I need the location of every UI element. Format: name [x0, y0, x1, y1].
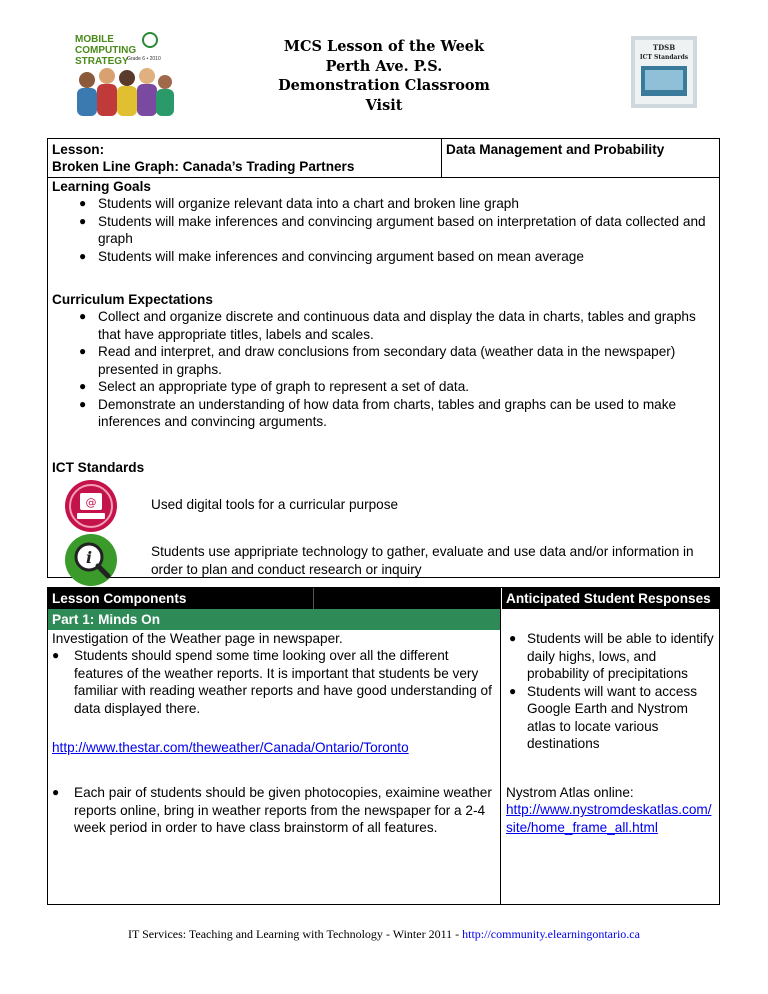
header-title-line-1: MCS Lesson of the Week	[283, 38, 485, 55]
part-1-title: Part 1: Minds On	[52, 612, 161, 627]
part-1-list-a	[48, 647, 494, 717]
bullet-icon: ●	[79, 196, 87, 210]
list-item: ● Students will make inferences and convincing argument based on interpretation of data collected and graph	[79, 213, 706, 246]
part-1-intro: Investigation of the Weather page in newspaper.	[52, 631, 343, 646]
lesson-name: Broken Line Graph: Canada’s Trading Partners	[52, 159, 355, 174]
lesson-label: Lesson:	[52, 142, 105, 157]
ict-standards-title: ICT Standards	[52, 460, 145, 475]
bullet-icon: ●	[79, 344, 87, 358]
list-item: ● Collect and organize discrete and continuous data and display the data in charts, tables and graphs that have appropriate titles, labels and scales.	[79, 309, 696, 342]
lesson-components-header: Lesson Components	[52, 591, 187, 606]
anticipated-responses-header-cell	[501, 588, 720, 609]
computer-icon	[64, 479, 118, 533]
list-item: ● Students will be able to identify daily highs, lows, and probability of precipitations	[509, 631, 714, 681]
bullet-icon: ●	[52, 648, 60, 662]
bullet-icon: ●	[509, 683, 517, 698]
bullet-icon: ●	[79, 309, 87, 323]
part-1-header	[48, 609, 500, 630]
footer-text: IT Services: Teaching and Learning with Technology	[128, 927, 383, 941]
atlas-link[interactable]: http://www.nystromdeskatlas.com/site/home_frame_all.html	[506, 802, 712, 835]
list-item: ● Students will make inferences and convincing argument based on mean average	[79, 248, 584, 264]
footer-url[interactable]: http://community.elearningontario.ca	[462, 927, 640, 941]
tdsb-ict-standards-logo	[631, 36, 697, 108]
header-separator	[313, 588, 314, 609]
header-title-line-4: Visit	[365, 96, 403, 114]
learning-goals-list	[48, 195, 716, 265]
bullet-icon: ●	[79, 396, 87, 411]
page-footer	[0, 927, 768, 942]
curriculum-expectations-title: Curriculum Expectations	[52, 292, 213, 307]
list-item: ● Demonstrate an understanding of how data from charts, tables and graphs can be used to make inferences and convincing arguments.	[79, 396, 677, 429]
responses-list	[501, 630, 715, 753]
logo-grade: Grade 6 • 2010	[127, 56, 161, 62]
mobile-computing-strategy-logo	[65, 30, 185, 120]
footer-season: Winter 2011	[392, 927, 453, 941]
list-item: ● Read and interpret, and draw conclusions from secondary data (weather data in the newspaper) presented in graphs.	[79, 344, 676, 377]
header-title	[230, 37, 538, 115]
header-title-line-3: Demonstration Classroom	[278, 77, 490, 94]
weather-link-wrap	[52, 739, 492, 757]
learning-goals-title: Learning Goals	[52, 179, 151, 194]
lesson-overview-box	[47, 138, 720, 578]
ict-item-2-text: Students use appripriate technology to gather, evaluate and use data and/or information in order to plan and conduct research or inquiry	[151, 544, 694, 577]
part-1-list-b	[48, 784, 494, 837]
list-item: ● Each pair of students should be given photocopies, exaimine weather reports online, bring in weather reports from the newspaper for a 2-4 week period in order to have class brainstorm of all features.	[52, 785, 492, 835]
bullet-icon: ●	[52, 785, 60, 799]
table-header-row	[48, 588, 719, 609]
bullet-icon: ●	[79, 213, 87, 228]
bullet-icon: ●	[509, 631, 517, 645]
list-item: ● Students will organize relevant data into a chart and broken line graph	[79, 196, 519, 211]
lesson-title-row	[48, 139, 719, 178]
bullet-icon: ●	[79, 379, 87, 393]
ict-item-1-text: Used digital tools for a curricular purpose	[151, 497, 399, 512]
atlas-link-wrap	[506, 801, 716, 836]
bullet-icon: ●	[79, 248, 87, 263]
lesson-components-table	[47, 587, 720, 905]
logo-right-line-2: ICT Standards	[639, 54, 689, 61]
footer-dash-2: -	[455, 927, 460, 941]
logo-line-2: COMPUTING	[75, 45, 137, 56]
atlas-label: Nystrom Atlas online:	[506, 785, 634, 800]
list-item: ● Select an appropriate type of graph to represent a set of data.	[79, 379, 470, 394]
svg-text:@: @	[85, 496, 97, 509]
list-item: ● Students will want to access Google Earth and Nystrom atlas to locate various destinations	[509, 683, 698, 751]
logo-line-1: MOBILE	[75, 34, 114, 45]
header-title-line-2: Perth Ave. P.S.	[325, 57, 443, 75]
info-magnifier-icon	[64, 533, 118, 587]
logo-line-3: STRATEGY	[75, 56, 129, 67]
footer-dash: -	[385, 927, 390, 941]
anticipated-responses-header: Anticipated Student Responses	[506, 591, 711, 606]
curriculum-expectations-list	[48, 308, 716, 431]
svg-text:i: i	[85, 548, 93, 567]
list-item: ● Students should spend some time looking over all the different features of the weather reports. It is important that students be very familiar with reading weather reports and have good understanding of data displayed there.	[52, 648, 492, 716]
weather-link[interactable]: http://www.thestar.com/theweather/Canada/Ontario/Toronto	[52, 740, 409, 755]
lesson-title-divider	[441, 139, 442, 177]
logo-right-line-1: TDSB	[652, 43, 676, 52]
strand-label: Data Management and Probability	[446, 142, 665, 157]
